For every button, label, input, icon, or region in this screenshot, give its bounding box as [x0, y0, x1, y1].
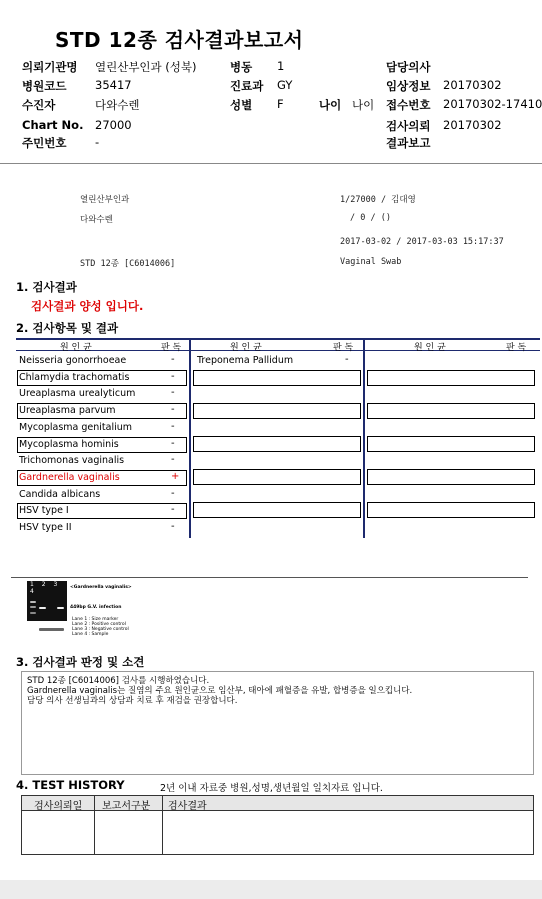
hospital-code-value: 35417 — [95, 78, 132, 92]
patient-label: 수진자 — [22, 98, 56, 112]
empty-result-box — [193, 403, 361, 419]
summary-specimen: Vaginal Swab — [340, 257, 402, 267]
history-table-header — [22, 796, 533, 811]
gel-band — [30, 606, 36, 608]
clinical-info-value: 20170302 — [443, 78, 502, 92]
col2-organism-header: 원 인 균 — [230, 343, 262, 353]
chart-no-value: 27000 — [95, 118, 132, 132]
ward-value: 1 — [277, 59, 285, 73]
sex-value: F — [277, 97, 284, 111]
report-label: 결과보고 — [386, 136, 431, 150]
history-col-report-type: 보고서구분 — [102, 801, 151, 812]
empty-result-box — [193, 370, 361, 386]
column-divider — [363, 338, 365, 538]
results-table-header — [16, 338, 540, 351]
gel-band — [39, 607, 46, 609]
col3-organism-header: 원 인 균 — [414, 343, 446, 353]
empty-result-box — [367, 469, 535, 485]
receipt-number-label: 접수번호 — [386, 98, 431, 112]
opinion-line: STD 12종 [C6014006] 검사를 시행하였습니다. — [27, 676, 210, 686]
section2-heading: 2. 검사항목 및 결과 — [16, 321, 119, 335]
organism-name: Neisseria gonorrhoeae — [19, 355, 127, 366]
hospital-code-label: 병원코드 — [22, 79, 67, 93]
empty-result-box — [367, 436, 535, 452]
organism-result: - — [171, 504, 175, 515]
gel-band — [30, 612, 36, 614]
history-col-result: 검사결과 — [168, 801, 207, 812]
empty-result-box — [367, 403, 535, 419]
organism-name: Gardnerella vaginalis — [19, 472, 120, 483]
gel-band — [39, 628, 64, 631]
organism-name: Treponema Pallidum — [197, 355, 294, 366]
ward-label: 병동 — [230, 60, 253, 74]
organism-result: - — [171, 521, 175, 532]
organism-name: Ureaplasma urealyticum — [19, 388, 136, 399]
section3-heading: 3. 검사결과 판정 및 소견 — [16, 655, 145, 669]
organism-name: Trichomonas vaginalis — [19, 455, 125, 466]
organism-result: - — [171, 371, 175, 382]
summary-id-doctor: 1/27000 / 김대영 — [340, 195, 416, 205]
organism-name: Mycoplasma genitalium — [19, 422, 133, 433]
col1-organism-header: 원 인 균 — [60, 343, 92, 353]
institution-value: 열린산부인과 (성북) — [95, 60, 197, 74]
organism-name: Ureaplasma parvum — [19, 405, 116, 416]
organism-result: - — [171, 488, 175, 499]
col3-judgement-header: 판 독 — [506, 343, 527, 353]
organism-result: - — [171, 454, 175, 465]
summary-sex-age: / 0 / () — [350, 213, 391, 223]
summary-patient: 다와수렌 — [80, 215, 113, 225]
history-note: 2년 이내 자료중 병원,성명,생년월일 일치자료 입니다. — [160, 783, 383, 794]
organism-result: - — [171, 421, 175, 432]
organism-name: Mycoplasma hominis — [19, 439, 119, 450]
summary-clinic: 열린산부인과 — [80, 195, 130, 205]
gel-legend-4: Lane 4 : Sample — [72, 632, 109, 637]
request-label: 검사의뢰 — [386, 119, 431, 133]
empty-result-box — [367, 502, 535, 518]
summary-test: STD 12종 [C6014006] — [80, 259, 176, 269]
organism-name: Chlamydia trachomatis — [19, 372, 130, 383]
history-column-divider — [94, 796, 95, 854]
empty-result-box — [193, 436, 361, 452]
organism-result: - — [345, 354, 349, 365]
empty-result-box — [193, 502, 361, 518]
receipt-number-value: 20170302-17410 — [443, 97, 542, 111]
sex-label: 성별 — [230, 98, 253, 112]
rrn-value: - — [95, 135, 100, 149]
organism-result: - — [171, 438, 175, 449]
organism-name: HSV type II — [19, 522, 72, 533]
organism-result: - — [171, 404, 175, 415]
gel-legend-2: Lane 2 : Positive control — [72, 622, 126, 627]
patient-value: 다와수렌 — [95, 98, 140, 112]
request-value: 20170302 — [443, 118, 502, 132]
department-label: 진료과 — [230, 79, 264, 93]
institution-label: 의뢰기관명 — [22, 60, 78, 74]
clinical-info-label: 임상정보 — [386, 79, 431, 93]
opinion-line: Gardnerella vaginalis는 질염의 주요 원인균으로 임산부, 태아에 패혈증을 유발, 합병증을 일으킵니다. — [27, 686, 413, 696]
age-label: 나이 — [319, 98, 342, 112]
history-table — [21, 795, 534, 855]
empty-result-box — [193, 469, 361, 485]
organism-name: Candida albicans — [19, 489, 101, 500]
chart-no-label: Chart No. — [22, 118, 84, 132]
header-divider — [0, 163, 542, 164]
section4-heading: 4. TEST HISTORY — [16, 778, 125, 792]
report-title: STD 12종 검사결과보고서 — [55, 28, 304, 52]
gel-legend-1: Lane 1 : Size marker — [72, 617, 119, 622]
opinion-line: 담당 의사 선생님과의 상담과 치료 후 재검을 권장합니다. — [27, 696, 238, 706]
column-divider — [189, 338, 191, 538]
empty-result-box — [367, 370, 535, 386]
gel-band — [57, 607, 64, 609]
col2-judgement-header: 판 독 — [333, 343, 354, 353]
organism-result: + — [171, 471, 180, 482]
summary-dates: 2017-03-02 / 2017-03-03 15:17:37 — [340, 237, 504, 247]
gel-title: <Gardnerella vaginalis> — [70, 585, 132, 590]
gel-lane-numbers: 1 2 3 4 — [30, 581, 61, 595]
department-value: GY — [277, 78, 293, 92]
result-positive-text: 검사결과 양성 입니다. — [31, 299, 144, 313]
rrn-label: 주민번호 — [22, 136, 67, 150]
opinion-box — [21, 671, 534, 775]
age-value: 나이 — [352, 98, 375, 112]
organism-name: HSV type I — [19, 505, 69, 516]
gel-legend-3: Lane 3 : Negative control — [72, 627, 129, 632]
section1-heading: 1. 검사결과 — [16, 280, 77, 294]
gel-band — [30, 601, 36, 603]
doctor-label: 담당의사 — [386, 60, 431, 74]
gel-band-label: 449bp G.V. infection — [70, 605, 122, 610]
col1-judgement-header: 판 독 — [161, 343, 182, 353]
history-col-request-date: 검사의뢰일 — [34, 801, 83, 812]
organism-result: - — [171, 354, 175, 365]
history-column-divider — [162, 796, 163, 854]
organism-result: - — [171, 387, 175, 398]
